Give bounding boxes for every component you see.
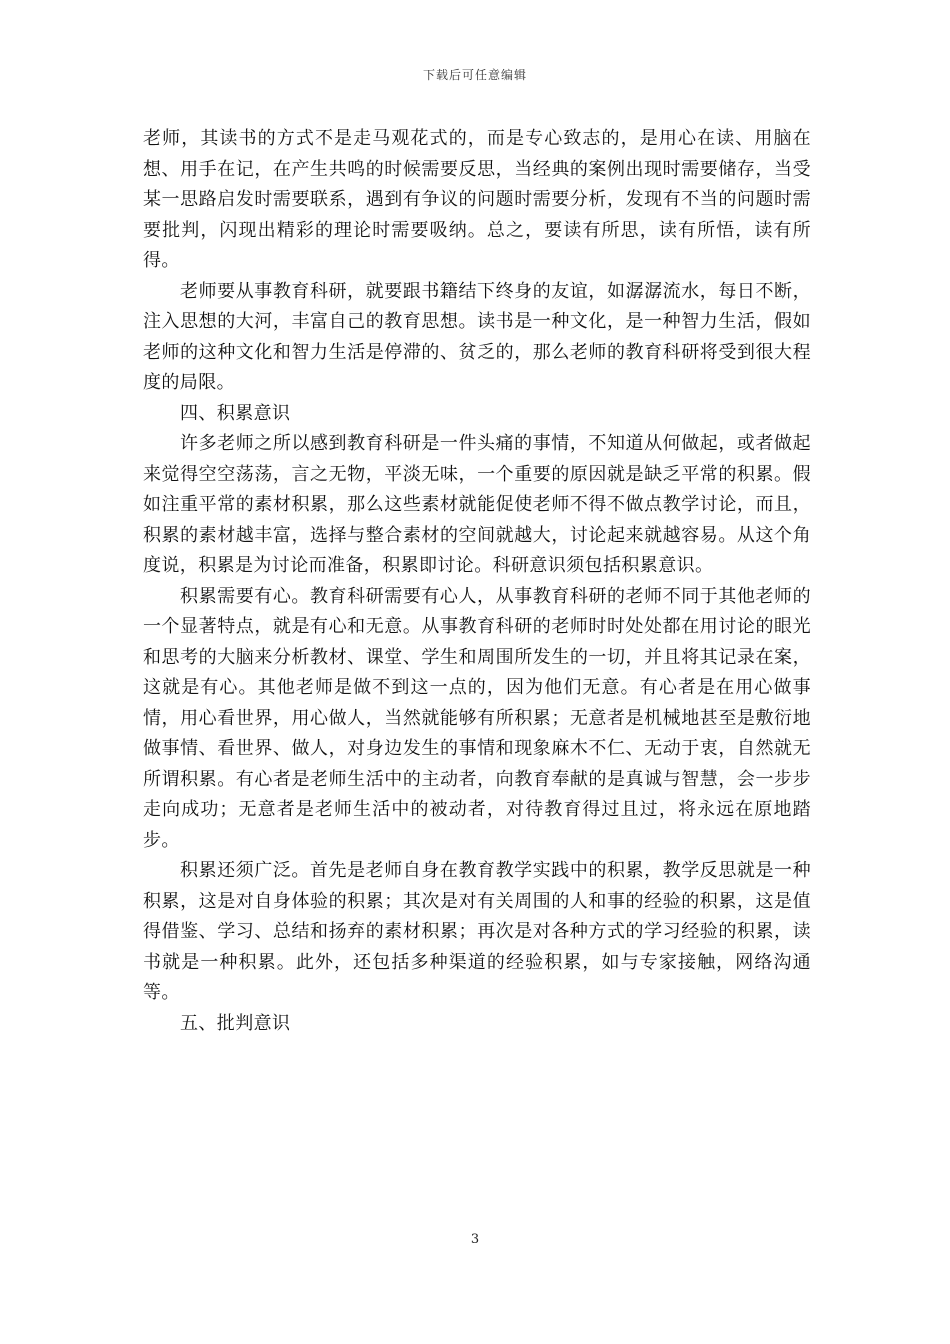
section-heading-critical: 五、批判意识 xyxy=(180,1012,291,1034)
paragraph-continued: 老师，其读书的方式不是走马观花式的，而是专心致志的，是用心在读、用脑在想、用手在记，在产生共鸣的时候需要反思，当经典的案例出现时需要储存，当受某一思路启发时需要联系，遇到有争议的问题时需要分析，发现有不当的问题时需要批判，闪现出精彩的理论时需要吸纳。总之，要读有所思，读有所悟，读有所得。 xyxy=(143,128,811,271)
paragraph-accumulation-mindful: 积累需要有心。教育科研需要有心人，从事教育科研的老师不同于其他老师的一个显著特点，就是有心和无意。从事教育科研的老师时时处处都在用讨论的眼光和思考的大脑来分析教材、课堂、学生和周围所发生的一切，并且将其记录在案，这就是有心。其他老师是做不到这一点的，因为他们无意。有心者是在用心做事情，用心看世界，用心做人，当然就能够有所积累；无意者是机械地甚至是敷衍地做事情、看世界、做人，对身边发生的事情和现象麻木不仁、无动于衷，自然就无所谓积累。有心者是老师生活中的主动者，向教育奉献的是真诚与智慧，会一步步走向成功；无意者是老师生活中的被动者，对待教育得过且过，将永远在原地踏步。 xyxy=(143,585,811,851)
section-heading-accumulation: 四、积累意识 xyxy=(180,402,291,424)
paragraph-reading-friendship: 老师要从事教育科研，就要跟书籍结下终身的友谊，如潺潺流水，每日不断，注入思想的大河，丰富自己的教育思想。读书是一种文化，是一种智力生活，假如老师的这种文化和智力生活是停滞的、贫乏的，那么老师的教育科研将受到很大程度的局限。 xyxy=(143,280,811,393)
page-header: 下载后可任意编辑 xyxy=(422,68,527,82)
paragraph-accumulation-broad: 积累还须广泛。首先是老师自身在教育教学实践中的积累，教学反思就是一种积累，这是对自身体验的积累；其次是对有关周围的人和事的经验的积累，这是值得借鉴、学习、总结和扬弃的素材积累；再次是对各种方式的学习经验的积累，读书就是一种积累。此外，还包括多种渠道的经验积累，如与专家接触，网络沟通等。 xyxy=(143,860,811,1003)
document-body xyxy=(143,124,811,1039)
page-number: 3 xyxy=(470,1232,480,1247)
paragraph-accumulation-intro: 许多老师之所以感到教育科研是一件头痛的事情，不知道从何做起，或者做起来觉得空空荡荡，言之无物，平淡无味，一个重要的原因就是缺乏平常的积累。假如注重平常的素材积累，那么这些素材就能促使老师不得不做点教学讨论，而且，积累的素材越丰富，选择与整合素材的空间就越大，讨论起来就越容易。从这个角度说，积累是为讨论而准备，积累即讨论。科研意识须包括积累意识。 xyxy=(143,433,811,576)
